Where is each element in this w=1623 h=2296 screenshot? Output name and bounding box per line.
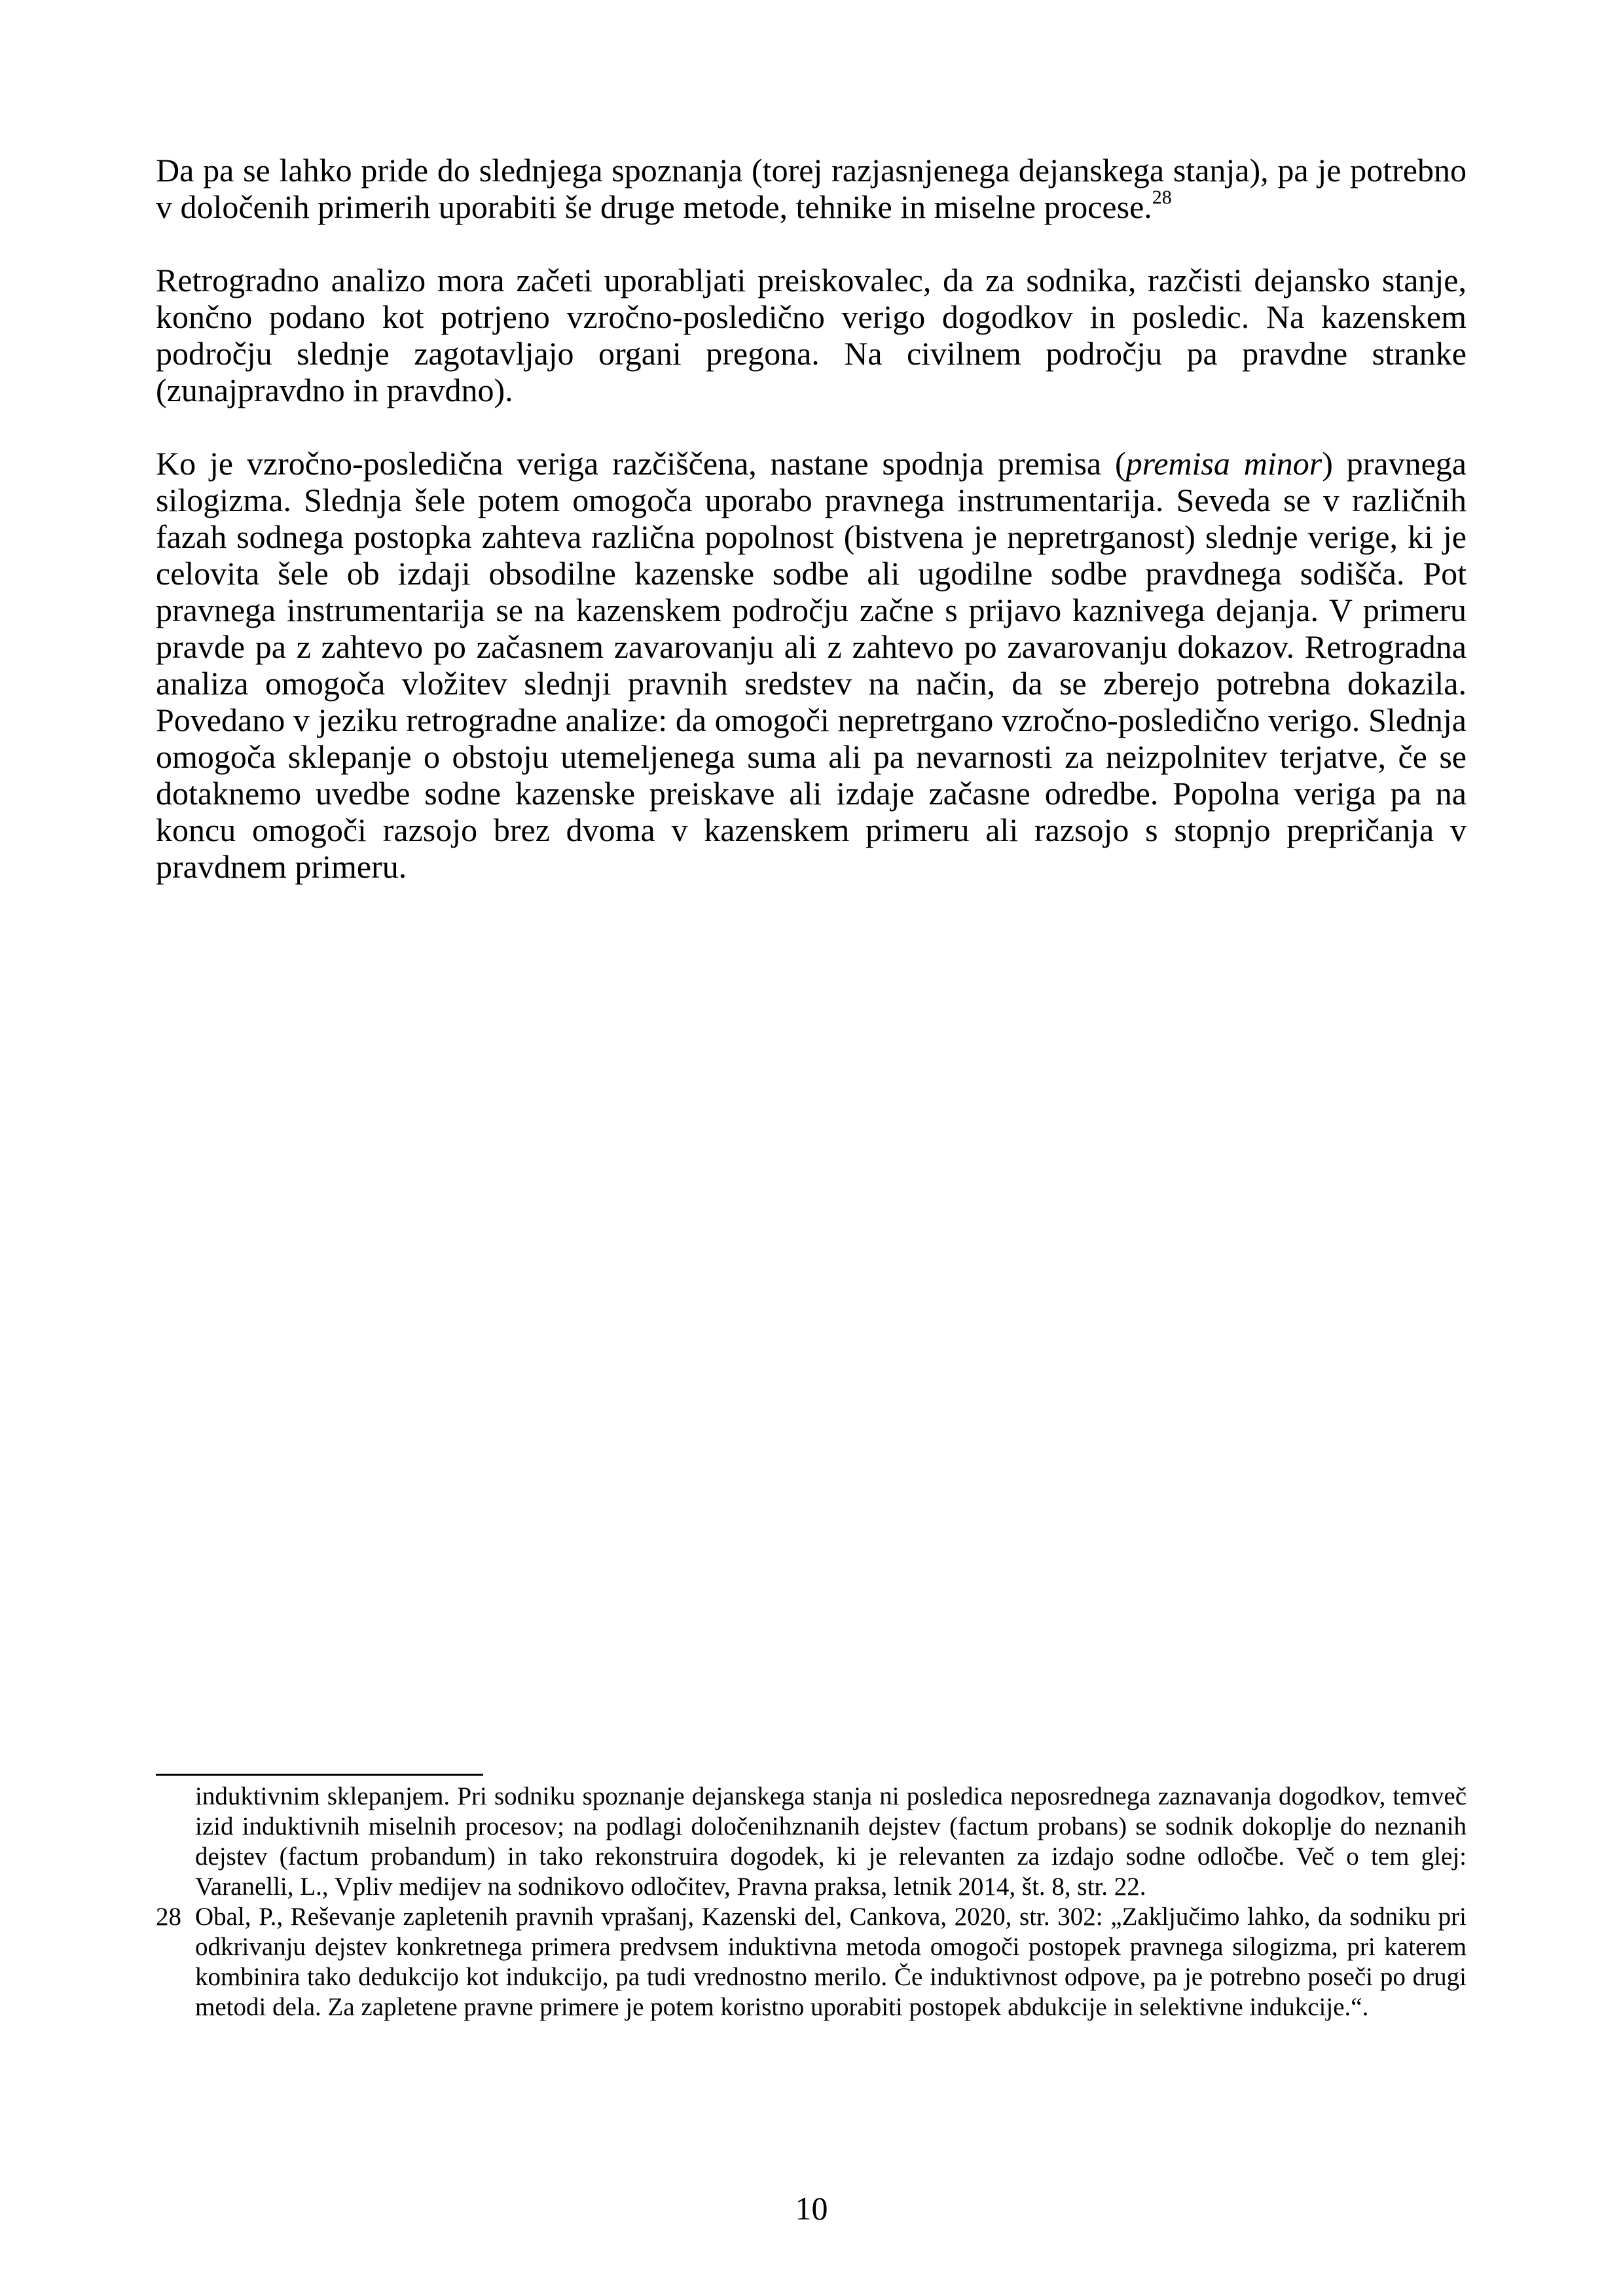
footnote-28-number: 28 — [156, 1903, 181, 1931]
body-text — [156, 152, 1467, 922]
footnote-continued — [156, 1782, 1467, 1902]
page-number: 10 — [795, 2190, 828, 2227]
footnote-28 — [156, 1902, 1467, 2022]
footnote-continued-text: induktivnim sklepanjem. Pri sodniku spoznanje dejanskega stanja ni posledica neposrednega zaznavanja dogodkov, temveč izid induktivnih miselnih procesov; na podlagi določenihznanih dejstev (factum probans) se sodnik dokoplje do neznanih dejstev (factum probandum) in tako rekonstruira dogodek, ki je relevanten za izdajo sodne odločbe. Več o tem glej: Varanelli, L., Vpliv medijev na sodnikovo odločitev, Pravna praksa, letnik 2014, št. 8, str. 22. — [195, 1782, 1467, 1901]
paragraph-1-text: Da pa se lahko pride do slednjega spoznanja (torej razjasnjenega dejanskega stanja), pa je potrebno v določenih primerih uporabiti še druge metode, tehnike in miselne procese. — [156, 152, 1467, 225]
paragraph-3 — [156, 445, 1467, 885]
paragraph-3-text-end: ) pravnega silogizma. Slednja šele potem omogoča uporabo pravnega instrumentarija. Seveda se v različnih fazah sodnega postopka zahteva različna popolnost (bistvena je nepretrganost) slednje verige, ki je celovita šele ob izdaji obsodilne kazenske sodbe ali ugodilne sodbe pravdnega sodišča. Pot pravnega instrumentarija se na kazenskem področju začne s prijavo kaznivega dejanja. V primeru pravde pa z zahtevo po začasnem zavarovanju ali z zahtevo po zavarovanju dokazov. Retrogradna analiza omogoča vložitev slednji pravnih sredstev na način, da se zberejo potrebna dokazila. Povedano v jeziku retrogradne analize: da omogoči nepretrgano vzročno-posledično verigo. Slednja omogoča sklepanje o obstoju utemeljenega suma ali pa nevarnosti za neizpolnitev terjatve, če se dotaknemo uvedbe sodne kazenske preiskave ali izdaje začasne odredbe. Popolna veriga pa na koncu omogoči razsojo brez dvoma v kazenskem primeru ali razsojo s stopnjo prepričanja v pravdnem primeru. — [156, 445, 1467, 885]
paragraph-1 — [156, 152, 1467, 225]
paragraph-3-text-start: Ko je vzročno-posledična veriga razčiščena, nastane spodnja premisa ( — [156, 445, 1126, 482]
footnote-separator — [156, 1774, 483, 1776]
footnotes-section — [156, 1782, 1467, 2022]
paragraph-2-text: Retrogradno analizo mora začeti uporabljati preiskovalec, da za sodnika, razčisti dejansko stanje, končno podano kot potrjeno vzročno-posledično verigo dogodkov in posledic. Na kazenskem področju slednje zagotavljajo organi pregona. Na civilnem področju pa pravdne stranke (zunajpravdno in pravdno). — [156, 262, 1467, 408]
premisa-minor-term: premisa minor — [1125, 445, 1322, 482]
paragraph-2 — [156, 262, 1467, 408]
footnote-28-text: Obal, P., Reševanje zapletenih pravnih vprašanj, Kazenski del, Cankova, 2020, str. 302: „Zaključimo lahko, da sodniku pri odkrivanju dejstev konkretnega primera predvsem induktivna metoda omogoči postopek pravnega silogizma, pri katerem kombinira tako dedukcijo kot indukcijo, pa tudi vrednostno merilo. Če induktivnost odpove, pa je potrebno poseči po drugi metodi dela. Za zapletene pravne primere je potem koristno uporabiti postopek abdukcije in selektivne indukcije.“. — [195, 1903, 1467, 2021]
footnote-reference-28[interactable]: 28 — [1152, 187, 1172, 208]
